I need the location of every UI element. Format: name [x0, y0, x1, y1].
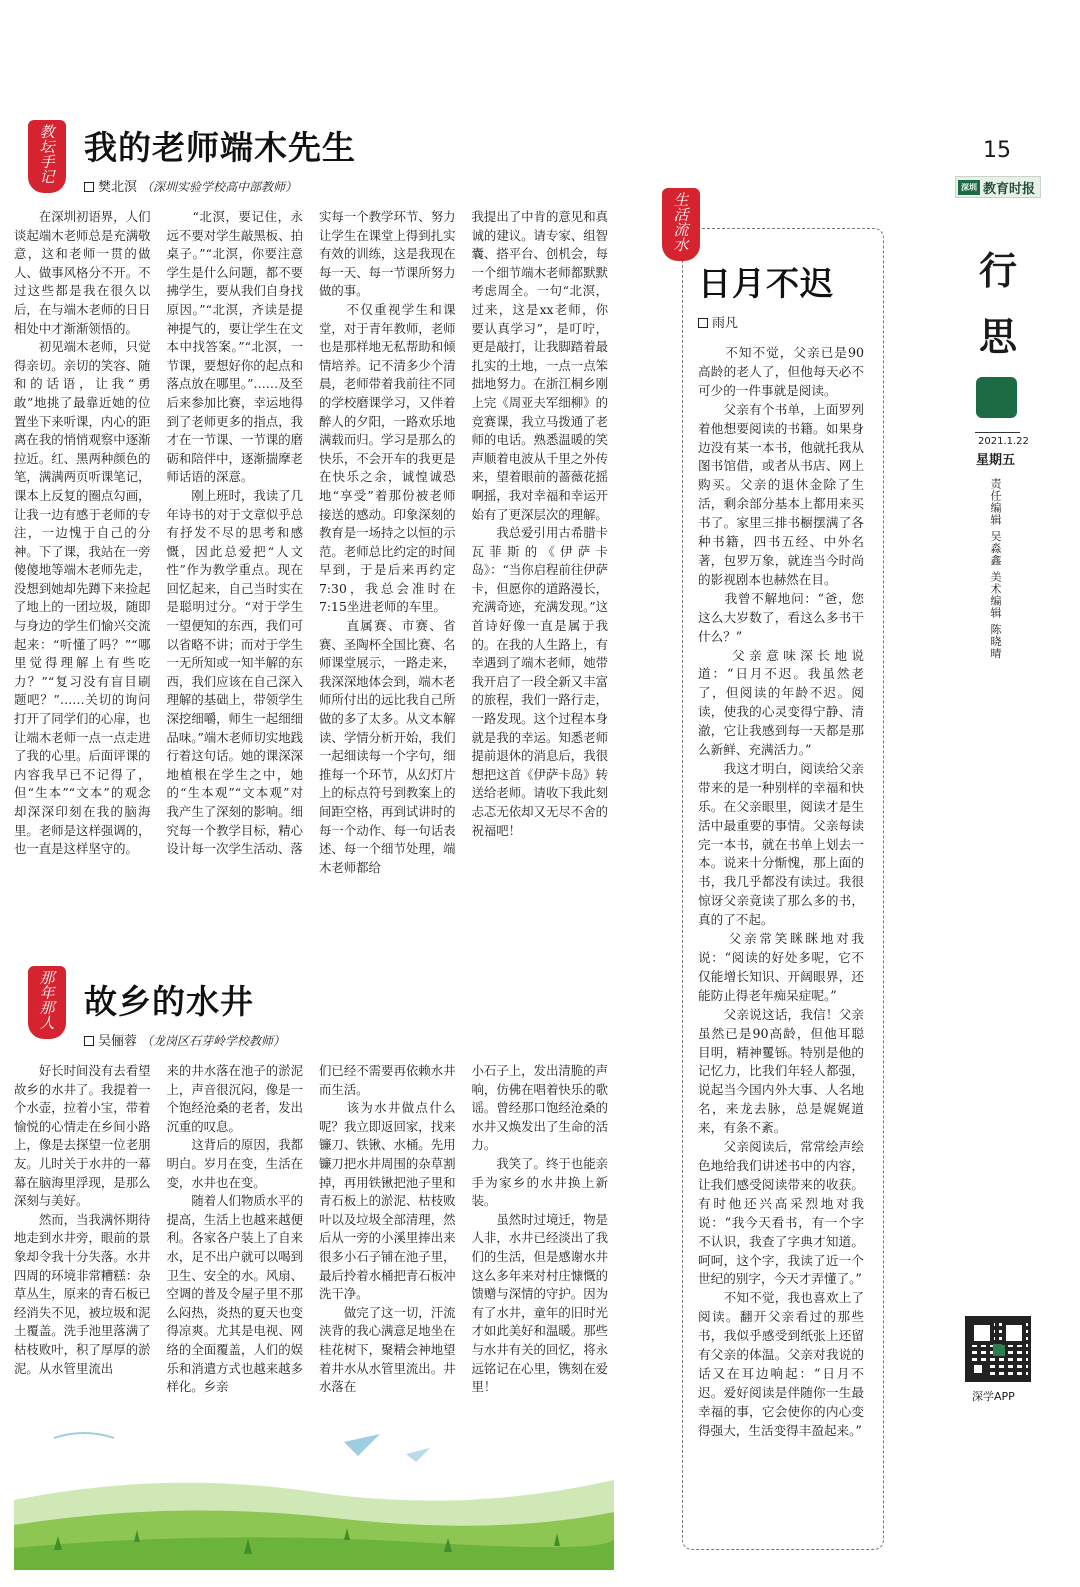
- byline: [84, 176, 297, 195]
- text-column: 实每一个教学环节、努力让学生在课堂上得到扎实有效的训练，这是我现在每一天、每一节课所努力做的事。 不仅重视学生和课堂，对于青年教师，老师也是那样地无私帮助和倾情培养。记不清多少个清晨，老师带着我前往不同的学校磨课学习，又伴着醉人的夕阳，一路欢乐地满载而归。学习是那么的快乐，不会开车的我更是在快乐之余，诚惶诚恐地“享受”着那份被老师接送的感动。印象深刻的教育是一场持之以恒的示范。老师总比约定的时间早到，于是后来再约定7:30，我总会准时在7:15坐进老师的车里。 直属赛、市赛、省赛、圣陶杯全国比赛、名师课堂展示，一路走来，我深深地体会到，端木老师所付出的远比我自己所做的多了太多。从文本解读、学情分析开始，我们一起细读每一个字句，细推每一个环节，从幻灯片上的标点符号到教案上的间距空格，再到试讲时的每一个动作、每一句话表述、每一个细节处理，端木老师都给: [319, 209, 456, 875]
- text-column: 小石子上，发出清脆的声响，仿佛在唱着快乐的歌谣。曾经那口饱经沧桑的水井又焕发出了生命的活力。 我笑了。终于也能亲手为家乡的水井换上新装。 虽然时过境迁，物是人非，水井已经淡出了我们的生活，但是感谢水井这么多年来对村庄慷慨的馈赠与深情的守护。因为有了水井，童年的旧时光才如此美好和温暖。那些与水井有关的回忆，将永远铭记在心里，镌刻在爱里！: [471, 1063, 608, 1395]
- text-column: 好长时间没有去看望故乡的水井了。我提着一个水壶，拉着小宝，带着愉悦的心情走在乡间小路上，像是去探望一位老朋友。儿时关于水井的一幕幕在脑海里浮现，是那么深刻与美好。 然而，当我满怀期待地走到水井旁，眼前的景象却令我十分失落。水井四周的环境非常糟糕：杂草丛生，原来的青石板已经消失不见，被垃圾和泥土覆盖。洗手池里落满了枯枝败叶，积了厚厚的淤泥。从水管里流出: [14, 1063, 151, 1376]
- editors-credit: 责任编辑 吴淼鑫 美术编辑 陈晓晴: [989, 478, 1002, 660]
- article-title: 我的老师端木先生: [84, 128, 356, 167]
- author-affiliation: （龙岗区石芽岭学校教师）: [141, 1034, 286, 1048]
- qr-code-icon[interactable]: [965, 1316, 1031, 1382]
- logo-text: 教育时报: [983, 181, 1036, 197]
- article-body: [14, 208, 608, 940]
- tag-char: 水: [673, 236, 689, 254]
- article-body: [698, 344, 864, 1519]
- tag-char: 年: [39, 984, 55, 1002]
- issue-date: 2021.1.22: [978, 436, 1029, 447]
- column-tag-stamp: [28, 966, 66, 1039]
- section-char: 行: [978, 248, 1017, 293]
- tag-char: 记: [39, 168, 55, 186]
- logo-mark: 深圳: [958, 180, 980, 195]
- tag-char: 活: [673, 206, 689, 224]
- grass-illustration: [14, 1430, 614, 1570]
- newspaper-logo: [955, 176, 1041, 198]
- tag-char: 流: [673, 221, 689, 239]
- tag-char: 那: [39, 999, 55, 1017]
- tag-char: 坛: [39, 138, 55, 156]
- tag-char: 生: [673, 191, 689, 209]
- author-affiliation: （深圳实验学校高中部教师）: [141, 180, 298, 194]
- byline-box-icon: [84, 182, 94, 192]
- issue-weekday: 星期五: [976, 453, 1016, 468]
- tag-char: 人: [39, 1014, 55, 1032]
- text-column: “北溟，要记住，永远不要对学生敲黑板、拍桌子。”“北溟，你要注意学生是什么问题，都不要拂学生，要从我们自身找原因。”“北溟，齐读是提神提气的，要让学生在文本中找答案。”“北溟，一节课，要想好你的起点和落点放在哪里。”……及至后来参加比赛，幸运地得到了老师更多的指点，我才在一节课、一节课的磨砺和陪伴中，逐渐揣摩老师话语的深意。 刚上班时，我读了几年诗书的对于文章似乎总有抒发不尽的思考和感慨，因此总爱把“人文性”作为教学重点。现在回忆起来，自己当时实在是聪明过分。“对于学生一望便知的东西，我们可以省略不讲；而对于学生一无所知或一知半解的东西，我们应该在自己深入理解的基础上，带领学生深挖细嚼，师生一起细细品味。”端木老师切实地践行着这句话。她的课深深地植根在学生之中，她的“生本观”“文本观”对我产生了深刻的影响。细究每一个教学目标，精心设计每一次学生活动、落: [166, 209, 303, 857]
- text-column: 们已经不需要再依赖水井而生活。 该为水井做点什么呢？我立即返回家，找来镰刀、铁锹、水桶。先用镰刀把水井周围的杂草割掉，再用铁锹把池子里和青石板上的淤泥、枯枝败叶以及垃圾全部清理，然后从一旁的小溪里捧出来很多小石子铺在池子里，最后拎着水桶把青石板冲洗干净。 做完了这一切，汗流浃背的我心满意足地坐在桂花树下，聚精会神地望着井水从水管里流出。井水落在: [319, 1063, 456, 1395]
- article-title: 故乡的水井: [84, 982, 254, 1021]
- text-column: 来的井水落在池子的淤泥上，声音很沉闷，像是一个饱经沧桑的老者，发出沉重的叹息。 这背后的原因，我都明白。岁月在变，生活在变，水井也在变。 随着人们物质水平的提高，生活上也越来越便利。各家各户装上了自来水，足不出户就可以喝到卫生、安全的水。风扇、空调的普及令屋子里不那么闷热，炎热的夏天也变得凉爽。尤其是电视、网络的全面覆盖，人们的娱乐和消遣方式也越来越多样化。乡亲: [166, 1063, 303, 1395]
- byline: [84, 1030, 285, 1049]
- article-body: [14, 1062, 608, 1418]
- text-column: 不知不觉，父亲已是90高龄的老人了，但他每天必不可少的一件事就是阅读。 父亲有个书单，上面罗列着他想要阅读的书籍。如果身边没有某一本书，他就托我从图书馆借，或者从书店、网上购买。父亲的退休金除了生活，剩余部分基本上都用来买书了。家里三排书橱摆满了各种书籍，四书五经、中外名著，包罗万象，就连当今时尚的影视剧本也赫然在目。 我曾不解地问：“爸，您这么大岁数了，看这么多书干什么？” 父亲意味深长地说道：“日月不迟。我虽然老了，但阅读的年龄不迟。阅读，使我的心灵变得宁静、清澈，它让我感到每一天都是那么新鲜、充满活力。” 我这才明白，阅读给父亲带来的是一种别样的幸福和快乐。在父亲眼里，阅读才是生活中最重要的事情。父亲每读完一本书，就在书单上划去一本。说来十分惭愧，那上面的书，我几乎都没有读过。我很惊讶父亲竟读了那么多的书，真的了不起。 父亲常笑眯眯地对我说：“阅读的好处多呢，它不仅能增长知识、开阔眼界，还能防止得老年痴呆症呢。” 父亲说这话，我信！父亲虽然已是90高龄，但他耳聪目明，精神矍铄。特别是他的记忆力，比我们年轻人都强，说起当今国内外大事、人名地名，来龙去脉，总是娓娓道来，有条不紊。 父亲阅读后，常常绘声绘色地给我们讲述书中的内容，让我们感受阅读带来的收获。有时他还兴高采烈地对我说：“我今天看书，有一个字不认识，我查了字典才知道。呵呵，这个字，我读了近一个世纪的别字，今天才弄懂了。” 不知不觉，我也喜欢上了阅读。翻开父亲看过的那些书，我似乎感受到纸张上还留有父亲的体温。父亲对我说的话又在耳边响起：“日月不迟。爱好阅读是伴随你一生最幸福的事，它会使你的内心变得强大，生活变得丰盈起来。”: [698, 345, 864, 1438]
- page-number: 15: [983, 138, 1011, 163]
- byline-box-icon: [84, 1036, 94, 1046]
- column-tag-stamp: [662, 188, 700, 261]
- byline-box-icon: [698, 318, 708, 328]
- section-char: 思: [978, 314, 1017, 359]
- byline: [698, 312, 738, 331]
- section-color-block: [976, 377, 1017, 418]
- column-tag-stamp: [28, 120, 66, 193]
- tag-char: 教: [39, 123, 55, 141]
- text-column: 我提出了中肯的意见和真诚的建议。请专家、组智囊、搭平台、创机会，每一个细节端木老师都默默考虑周全。一句“北溟，过来，这是xx老师，你要认真学习”，是叮咛，更是敲打，让我脚踏着最扎实的土地，一点一点笨拙地努力。在浙江桐乡刚上完《周亚夫军细柳》的竞赛课，我立马拨通了老师的电话。熟悉温暖的笑声顺着电波从千里之外传来，望着眼前的蔷薇花摇啊摇，我对幸福和幸运开始有了更深层次的理解。 我总爱引用古希腊卡瓦菲斯的《伊萨卡岛》：“当你启程前往伊萨卡，但愿你的道路漫长，充满奇迹，充满发现。”这首诗好像一直是属于我的。在我的人生路上，有幸遇到了端木老师，她带我开启了一段全新又丰富的旅程，我们一路行走，一路发现。这个过程本身就是我的幸运。知悉老师提前退休的消息后，我很想把这首《伊萨卡岛》转送给老师。请收下我此刻忐忑无依却又无尽不舍的祝福吧！: [471, 209, 608, 838]
- app-label: 深学APP: [972, 1390, 1015, 1403]
- tag-char: 那: [39, 969, 55, 987]
- tag-char: 手: [39, 153, 55, 171]
- section-title: [978, 238, 1018, 370]
- article-title: 日月不迟: [698, 264, 834, 303]
- divider: [975, 432, 1020, 433]
- author-name: 樊北溟: [98, 180, 138, 195]
- text-column: 在深圳初语界，人们谈起端木老师总是充满敬意，这和老师一贯的做人、做事风格分不开。不过这些都是我在很久以后，在与端木老师的日日相处中才渐渐领悟的。 初见端木老师，只觉得亲切。亲切的笑容、随和的话语，让我“勇敢”地挑了最靠近她的位置坐下来听课，内心的距离在我的悄悄观察中逐渐拉近。红、黑两种颜色的笔，满满两页听课笔记，课本上反复的圈点勾画，让我一边有感于老师的专注，一边愧于自己的分神。下了课，我站在一旁傻傻地等端木老师先走，没想到她却先蹲下来捡起了地上的一团垃圾，随即与身边的学生们愉兴交流起来：“听懂了吗？”“哪里觉得理解上有些吃力？”“复习没有盲目刷题吧？”……关切的询问打开了同学们的心扉，也让端木老师一点一点走进了我的心里。后面评课的内容我早已不记得了，但“生本”“文本”的观念却深深印刻在我的脑海里。老师是这样强调的，也一直是这样坚守的。: [14, 209, 151, 857]
- author-name: 雨凡: [712, 316, 739, 331]
- author-name: 吴俪蓉: [98, 1034, 138, 1049]
